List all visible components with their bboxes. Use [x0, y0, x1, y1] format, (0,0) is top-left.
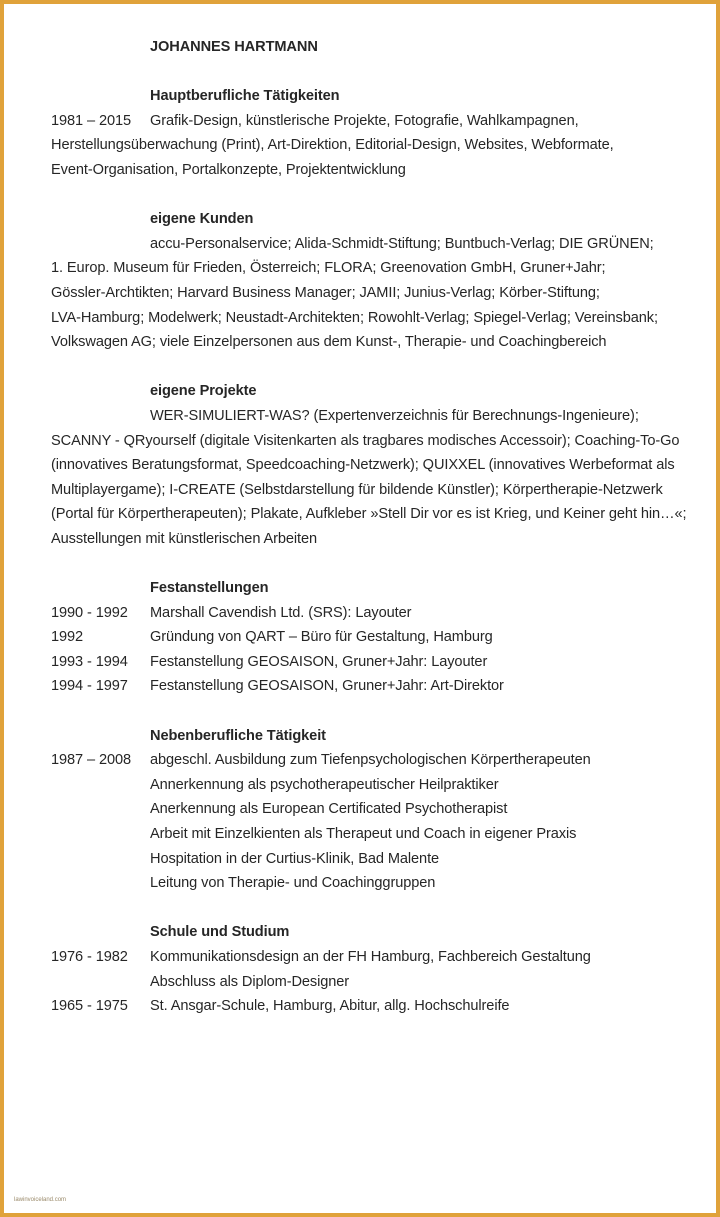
entry-text: Kommunikationsdesign an der FH Hamburg, Fachbereich Gestaltung: [150, 948, 591, 965]
entry-text: St. Ansgar-Schule, Hamburg, Abitur, allg. Hochschulreife: [150, 998, 510, 1015]
entry-text: Festanstellung GEOSAISON, Gruner+Jahr: Art-Direktor: [150, 678, 504, 695]
section-heading: Nebenberufliche Tätigkeit: [150, 727, 326, 744]
entry-text: abgeschl. Ausbildung zum Tiefenpsychologischen Körpertherapeuten: [150, 752, 591, 769]
entry-text: Festanstellung GEOSAISON, Gruner+Jahr: Layouter: [150, 653, 488, 670]
paragraph-line: Gössler-Archtikten; Harvard Business Manager; JAMII; Junius-Verlag; Körber-Stiftung;: [51, 284, 600, 301]
entry-row: [51, 625, 681, 650]
entry-date: [51, 847, 150, 872]
watermark: lawinvoiceland.com: [14, 1197, 67, 1203]
entry-date: 1981 – 2015: [51, 112, 132, 129]
entry-continuation: Herstellungsüberwachung (Print), Art-Direktion, Editorial-Design, Websites, Webformate,: [51, 137, 614, 154]
entry-row: [51, 748, 681, 773]
section-festanstellungen: [51, 576, 681, 699]
entry-date: 1994 - 1997: [51, 678, 128, 695]
entry-text: Marshall Cavendish Ltd. (SRS): Layouter: [150, 604, 412, 621]
entry-date: 1965 - 1975: [51, 998, 128, 1015]
entry-row: [51, 822, 681, 847]
entry-row: [51, 773, 681, 798]
entry-date: [51, 871, 150, 896]
paragraph-line: Volkswagen AG; viele Einzelpersonen aus dem Kunst-, Therapie- und Coachingbereich: [51, 334, 607, 351]
entry-continuation: Event-Organisation, Portalkonzepte, Projektentwicklung: [51, 161, 406, 178]
entry-row: [51, 970, 681, 995]
paragraph-line: 1. Europ. Museum für Frieden, Österreich; FLORA; Greenovation GmbH, Gruner+Jahr;: [51, 260, 606, 277]
entry-text: Anerkennung als European Certificated Psychotherapist: [150, 801, 508, 818]
section-heading: Festanstellungen: [150, 580, 269, 597]
entry-date: 1987 – 2008: [51, 752, 132, 769]
paragraph-line: WER-SIMULIERT-WAS? (Expertenverzeichnis für Berechnungs-Ingenieure);: [150, 407, 639, 424]
entry-row: [51, 847, 681, 872]
entry-text: Hospitation in der Curtius-Klinik, Bad Malente: [150, 850, 440, 867]
entry-row: [51, 650, 681, 675]
entry-date: 1993 - 1994: [51, 653, 128, 670]
entry-text: Leitung von Therapie- und Coachinggruppen: [150, 875, 436, 892]
entry-row: [51, 797, 681, 822]
paragraph-line: accu-Personalservice; Alida-Schmidt-Stiftung; Buntbuch-Verlag; DIE GRÜNEN;: [150, 235, 654, 252]
entry-date: [51, 822, 150, 847]
paragraph-line: (Portal für Körpertherapeuten); Plakate, Aufkleber »Stell Dir vor es ist Krieg, und Keiner geht hin…«;: [51, 506, 687, 523]
entry-text: Annerkennung als psychotherapeutischer Heilpraktiker: [150, 776, 499, 793]
section-heading: Schule und Studium: [150, 924, 290, 941]
entry-date: 1992: [51, 629, 84, 646]
entry-text: Abschluss als Diplom-Designer: [150, 973, 350, 990]
paragraph-line: Multiplayergame); I-CREATE (Selbstdarstellung für bildende Künstler); Körpertherapie-Netzwerk: [51, 481, 663, 498]
paragraph-line: SCANNY - QRyourself (digitale Visitenkarten als tragbares modisches Accessoir); Coaching-To-Go: [51, 432, 680, 449]
section-schule-studium: [51, 920, 681, 1018]
paragraph-line: (innovatives Beratungsformat, Speedcoaching-Netzwerk); QUIXXEL (innovatives Werbeformat als: [51, 457, 675, 474]
entry-date: [51, 773, 150, 798]
paragraph-line: Ausstellungen mit künstlerischen Arbeiten: [51, 530, 318, 547]
cv-document: [51, 35, 687, 1019]
section-eigene-projekte: [51, 379, 687, 551]
entry-date: [51, 797, 150, 822]
section-heading: eigene Kunden: [150, 211, 254, 228]
section-hauptberuflich: [51, 84, 681, 182]
section-heading: Hauptberufliche Tätigkeiten: [150, 88, 340, 105]
paragraph-line: LVA-Hamburg; Modelwerk; Neustadt-Architekten; Rowohlt-Verlag; Spiegel-Verlag; Vereinsbank;: [51, 309, 658, 326]
entry-row: [51, 945, 681, 970]
entry-row: [51, 601, 681, 626]
section-heading: eigene Projekte: [150, 383, 257, 400]
entry-row: [51, 871, 681, 896]
entry-row: [51, 674, 681, 699]
cv-name: JOHANNES HARTMANN: [150, 39, 318, 55]
entry-row: [51, 994, 681, 1019]
entry-text: Gründung von QART – Büro für Gestaltung, Hamburg: [150, 629, 493, 646]
section-eigene-kunden: [51, 207, 681, 355]
entry-date: 1990 - 1992: [51, 604, 128, 621]
entry-text: Arbeit mit Einzelkienten als Therapeut und Coach in eigener Praxis: [150, 826, 577, 842]
entry-date: 1976 - 1982: [51, 948, 128, 965]
entry-text: Grafik-Design, künstlerische Projekte, Fotografie, Wahlkampagnen,: [150, 112, 579, 129]
entry-row: [51, 109, 681, 134]
entry-date: [51, 970, 150, 995]
section-nebenberuflich: [51, 724, 681, 896]
